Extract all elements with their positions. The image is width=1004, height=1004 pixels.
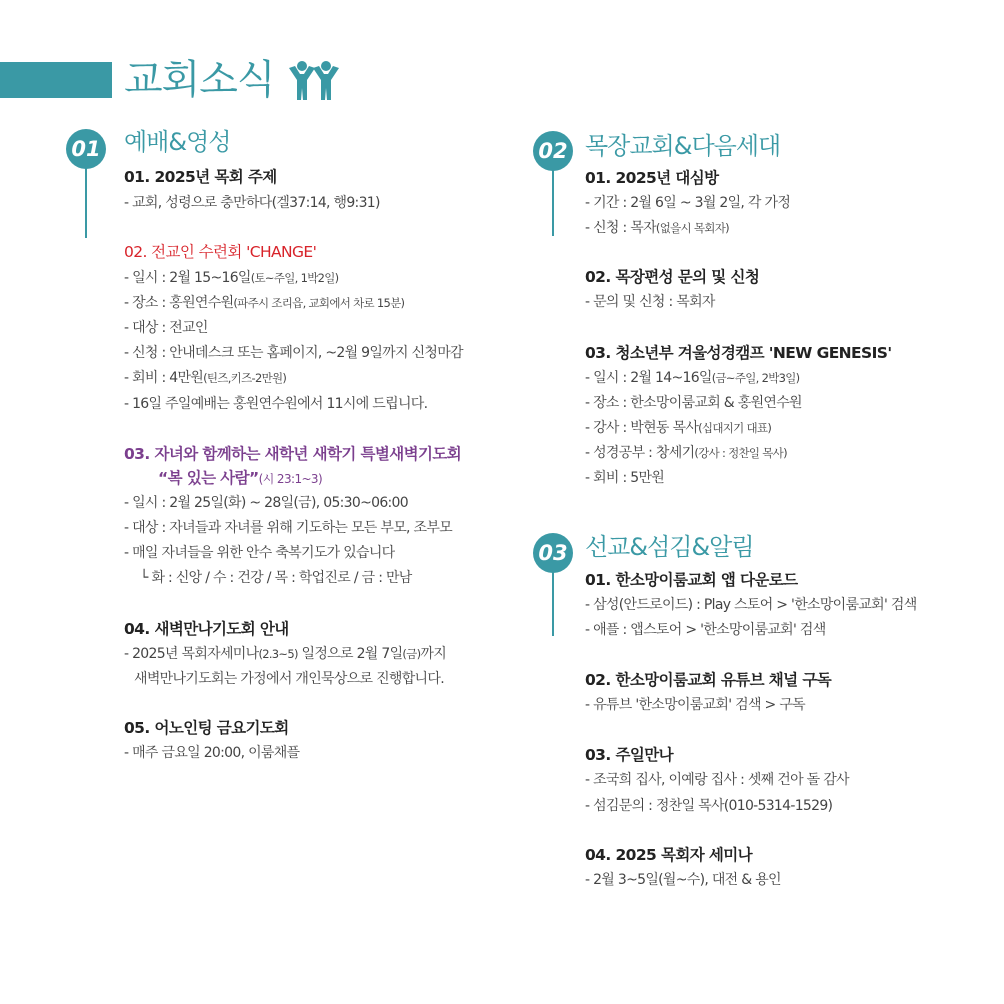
section-badge-02: 02 (533, 131, 573, 171)
section-badge-01: 01 (66, 129, 106, 169)
section-line-03 (552, 572, 554, 636)
s1-b3-heading: 03. 자녀와 함께하는 새학년 새학기 특별새벽기도회 (124, 445, 462, 463)
s2-b3-line4: - 성경공부 : 창세기(강사 : 정찬일 목사) (585, 445, 787, 461)
s2-b3-heading: 03. 청소년부 겨울성경캠프 'NEW GENESIS' (585, 344, 892, 362)
s1-b3-line3: - 매일 자녀들을 위한 안수 축복기도가 있습니다 (124, 545, 395, 561)
section-title-02: 목장교회&다음세대 (585, 132, 781, 160)
two-people-icon (287, 60, 341, 100)
s3-b3-line1: - 조국희 집사, 이예랑 집사 : 셋째 건아 돌 감사 (585, 772, 849, 788)
s1-b4-heading: 04. 새벽만나기도회 안내 (124, 620, 289, 638)
s2-b3-line5: - 회비 : 5만원 (585, 470, 665, 486)
s1-b2-line2: - 장소 : 홍원연수원(파주시 조리읍, 교회에서 차로 15분) (124, 295, 405, 311)
s3-b4-heading: 04. 2025 목회자 세미나 (585, 846, 753, 864)
s2-b1-line1: - 기간 : 2월 6일 ~ 3월 2일, 각 가정 (585, 195, 791, 211)
s1-b2-line5: - 회비 : 4만원(틴즈,키즈-2만원) (124, 370, 287, 386)
s1-b1-line1: - 교회, 성령으로 충만하다(겔37:14, 행9:31) (124, 195, 380, 211)
s2-b1-line2: - 신청 : 목자(없을시 목회자) (585, 220, 729, 236)
s3-b1-line2: - 애플 : 앱스토어 > '한소망이룸교회' 검색 (585, 622, 826, 638)
s2-b2-line1: - 문의 및 신청 : 목회자 (585, 294, 715, 310)
s1-b2-line6: - 16일 주일예배는 홍원연수원에서 11시에 드립니다. (124, 396, 428, 412)
s3-b4-line1: - 2월 3~5일(월~수), 대전 & 용인 (585, 872, 781, 888)
s1-b3-line1: - 일시 : 2월 25일(화) ~ 28일(금), 05:30~06:00 (124, 495, 408, 511)
s2-b2-heading: 02. 목장편성 문의 및 신청 (585, 268, 760, 286)
s2-b1-heading: 01. 2025년 대심방 (585, 169, 719, 187)
s1-b5-heading: 05. 어노인팅 금요기도회 (124, 719, 289, 737)
s2-b3-line1: - 일시 : 2월 14~16일(금~주일, 2박3일) (585, 370, 800, 386)
s1-b2-line1: - 일시 : 2월 15~16일(토~주일, 1박2일) (124, 270, 339, 286)
s1-b2-line4: - 신청 : 안내데스크 또는 홈페이지, ~2월 9일까지 신청마감 (124, 345, 463, 361)
s1-b4-line2: 새벽만나기도회는 가정에서 개인묵상으로 진행합니다. (134, 671, 444, 687)
page-title-text: 교회소식 (124, 57, 275, 103)
section-line-01 (85, 168, 87, 238)
s1-b2-heading: 02. 전교인 수련회 'CHANGE' (124, 243, 317, 261)
s1-b3-subheading: “복 있는 사람”(시 23:1~3) (158, 469, 323, 487)
s1-b3-line4: └ 화 : 신앙 / 수 : 건강 / 목 : 학업진로 / 금 : 만남 (140, 570, 412, 586)
s3-b2-line1: - 유튜브 '한소망이룸교회' 검색 > 구독 (585, 697, 805, 713)
s3-b1-line1: - 삼성(안드로이드) : Play 스토어 > '한소망이룸교회' 검색 (585, 597, 917, 613)
s1-b4-line1: - 2025년 목회자세미나(2.3~5) 일정으로 2월 7일(금)까지 (124, 646, 447, 662)
s1-b5-line1: - 매주 금요일 20:00, 이룸채플 (124, 745, 300, 761)
section-badge-03: 03 (533, 533, 573, 573)
s1-b1-heading: 01. 2025년 목회 주제 (124, 168, 277, 186)
s1-b3-line2: - 대상 : 자녀들과 자녀를 위해 기도하는 모든 부모, 조부모 (124, 520, 452, 536)
s2-b3-line3: - 강사 : 박현동 목사(십대지기 대표) (585, 420, 772, 436)
section-line-02 (552, 170, 554, 236)
section-title-03: 선교&섬김&알림 (585, 533, 754, 561)
s1-b2-line3: - 대상 : 전교인 (124, 320, 208, 336)
page-title (124, 54, 341, 106)
s3-b2-heading: 02. 한소망이룸교회 유튜브 채널 구독 (585, 671, 832, 689)
header-accent-bar (0, 62, 112, 98)
s3-b1-heading: 01. 한소망이룸교회 앱 다운로드 (585, 571, 798, 589)
s2-b3-line2: - 장소 : 한소망이룸교회 & 홍원연수원 (585, 395, 802, 411)
s3-b3-line2: - 섬김문의 : 정찬일 목사(010-5314-1529) (585, 798, 833, 814)
section-title-01: 예배&영성 (124, 128, 231, 156)
s3-b3-heading: 03. 주일만나 (585, 746, 673, 764)
